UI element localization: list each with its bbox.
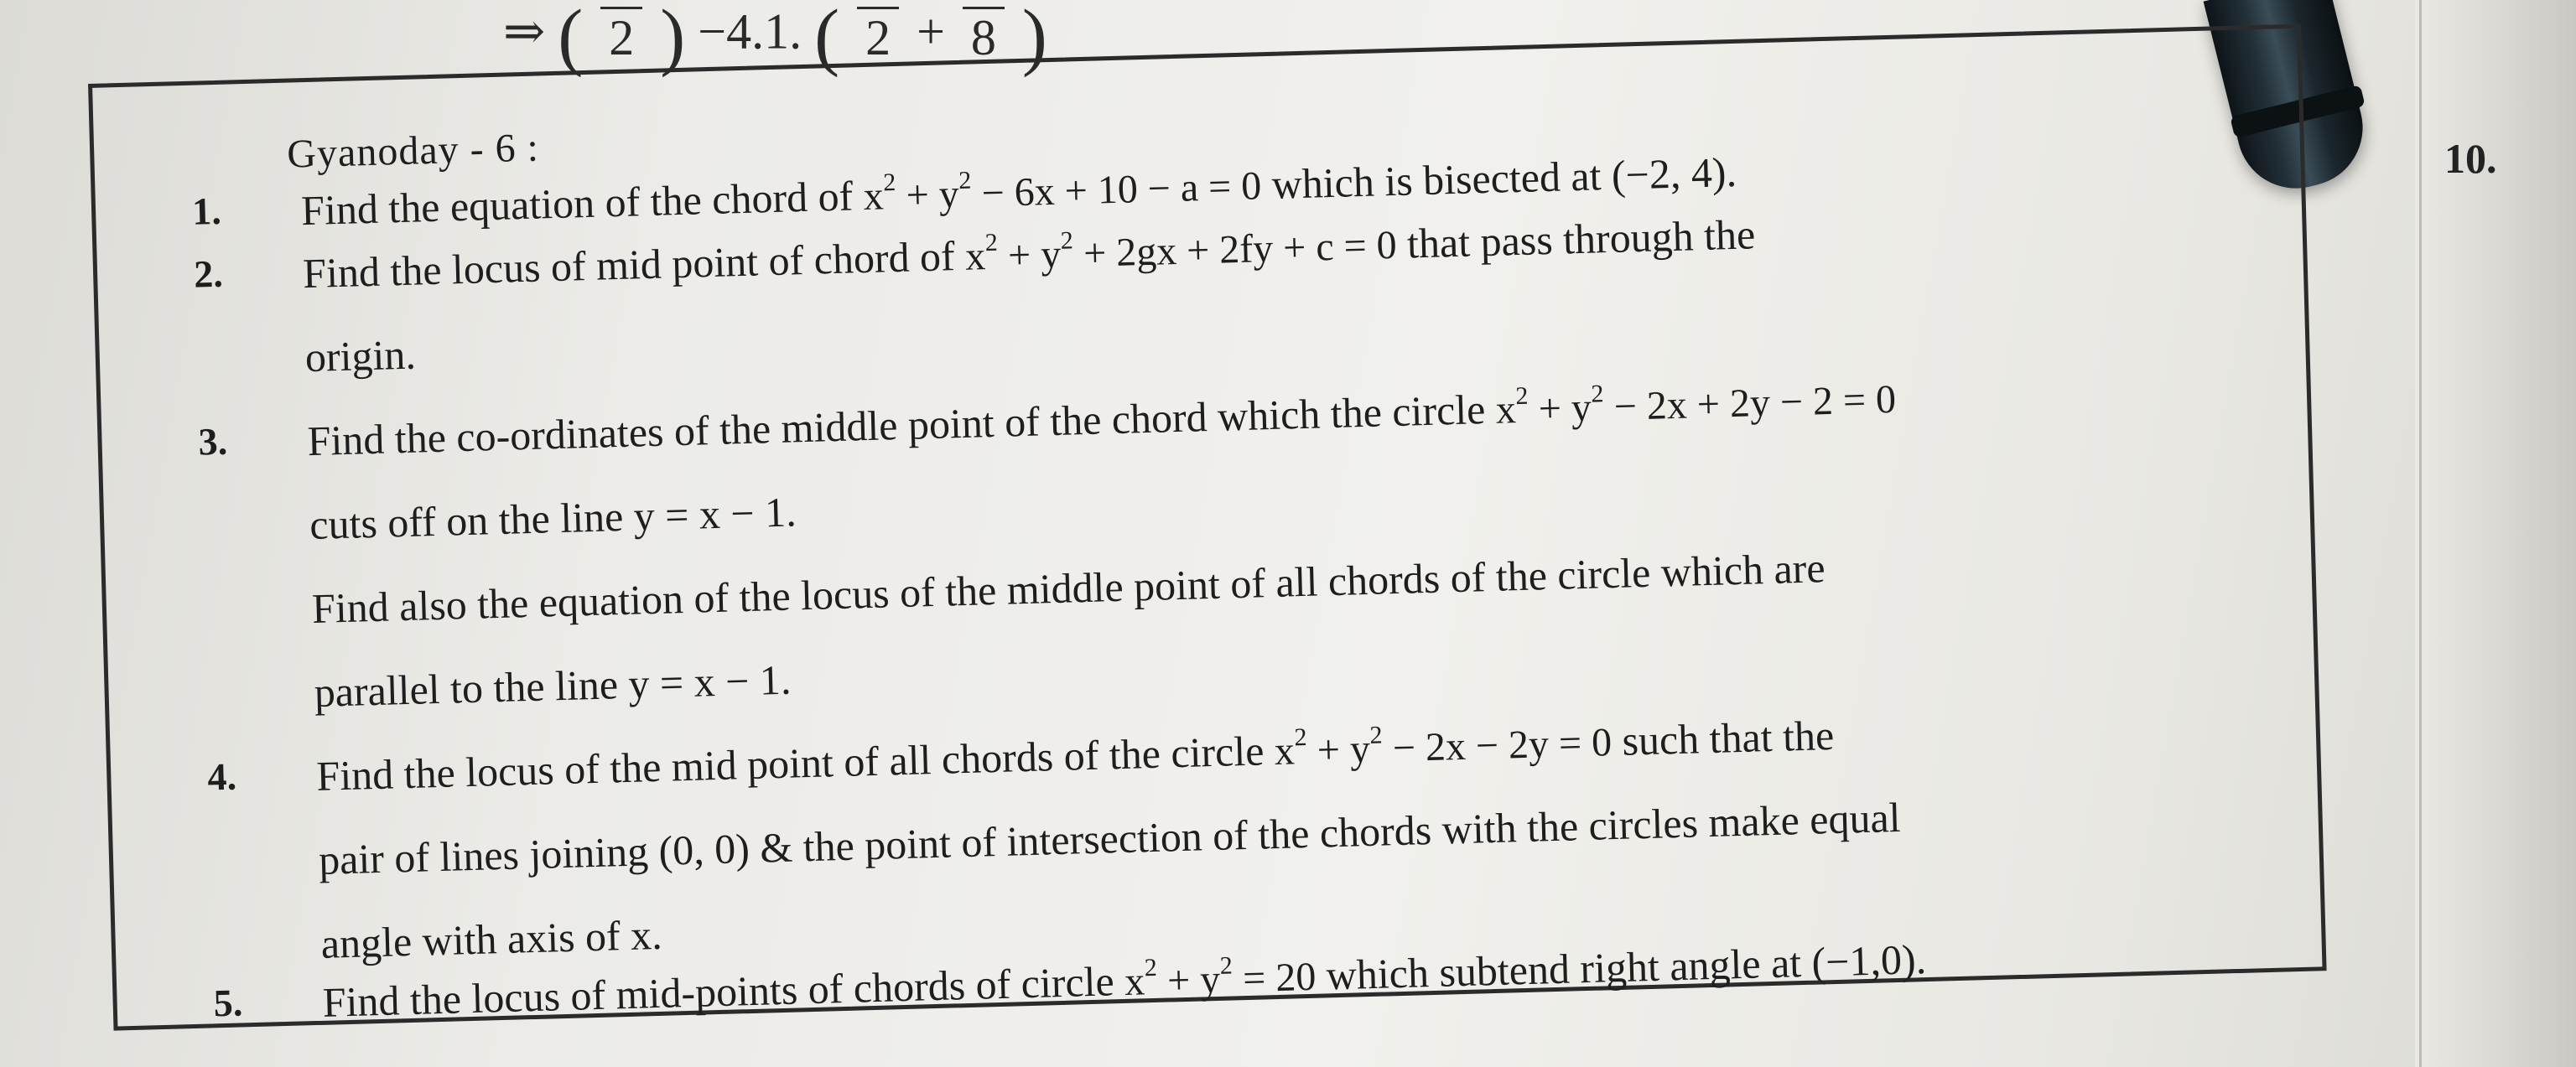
problem-number: 1. (191, 189, 222, 233)
eq-term: − 6x + 10 − a = 0 (970, 163, 1262, 216)
side-question-number: 10. (2444, 135, 2497, 182)
equation-middle: −4.1. (698, 3, 802, 60)
problem-text-end: such that the (1611, 711, 1835, 765)
problem-text-continued: cuts off on the line y = x − 1. (309, 488, 797, 549)
eq-term: + y (997, 231, 1062, 278)
implies-arrow: ⇒ (503, 3, 546, 60)
exponent: 2 (1590, 380, 1604, 408)
circle-equation (863, 163, 1262, 219)
plus-sign: + (917, 3, 945, 60)
circle-equation (1124, 951, 1317, 1004)
problem-text-continued: angle with axis of x. (320, 910, 663, 967)
problem-text-start: Find the locus of mid-points of chords of circle (321, 956, 1125, 1026)
fraction-denominator: 2 (600, 7, 642, 67)
fraction-denominator: 2 (857, 7, 899, 67)
problem-text-start: Find the locus of the mid point of all chords of the circle (315, 727, 1275, 800)
paren: ( (558, 0, 584, 78)
fraction-denominator: 8 (963, 7, 1005, 67)
eq-term: − 2x + 2y − 2 = 0 (1603, 376, 1897, 430)
problem-text-continued: Find also the equation of the locus of the middle point of all chords of the circle which are (311, 544, 1826, 632)
fraction (600, 7, 642, 67)
exponent: 2 (1219, 951, 1233, 980)
problem-number: 2. (193, 251, 224, 296)
problem-text-start: Find the locus of mid point of chord of (302, 231, 966, 298)
problem-number: 3. (197, 419, 228, 464)
problem-text-start: Find the co-ordinates of the middle point of the chord which the circle (306, 385, 1497, 465)
page-divider (2419, 0, 2422, 1067)
eq-term: + y (895, 171, 960, 218)
exponent: 2 (882, 168, 896, 197)
exponent: 2 (1144, 953, 1158, 982)
problem-text-continued: pair of lines joining (0, 0) & the point of intersection of the chords with the circles make equal (318, 793, 1902, 883)
problem-text-end: which is bisected at (−2, 4). (1260, 148, 1737, 209)
problem-text (307, 375, 1897, 466)
eq-term: x (1495, 387, 1517, 432)
problem-text-continued: origin. (304, 330, 417, 381)
problem-text-start: Find the equation of the chord of (300, 172, 865, 235)
eq-term: = 20 (1232, 954, 1317, 1002)
fraction (857, 7, 899, 67)
eq-term: + y (1156, 956, 1221, 1003)
exponent: 2 (1514, 381, 1529, 411)
circle-equation (964, 223, 1397, 279)
problem-text-end: that pass through the (1395, 210, 1756, 267)
eq-term: x (1124, 959, 1145, 1004)
eq-term: x (862, 174, 885, 220)
circle-equation (1274, 720, 1613, 774)
problem-box (88, 24, 2327, 1031)
paren: ( (814, 0, 840, 78)
eq-term: x (1274, 728, 1296, 774)
eq-term: + y (1306, 726, 1371, 773)
eq-term: x (964, 234, 986, 279)
paren: ) (1021, 0, 1047, 78)
problem-text (316, 712, 1835, 800)
exponent: 2 (1293, 723, 1307, 752)
eq-term: + 2gx + 2fy + c = 0 (1072, 222, 1398, 277)
exponent: 2 (1060, 226, 1074, 255)
problem-3 (101, 364, 2281, 465)
circle-equation (1495, 377, 1897, 432)
fraction (963, 7, 1005, 67)
eq-term: − 2x − 2y = 0 (1382, 720, 1613, 771)
problem-text-continued: parallel to the line y = x − 1. (313, 655, 792, 716)
paren: ) (660, 0, 686, 78)
section-heading: Gyanoday - 6 : (286, 125, 540, 177)
problem-number: 5. (213, 981, 243, 1025)
exponent: 2 (958, 166, 972, 194)
exponent: 2 (1369, 721, 1383, 749)
problem-number: 4. (206, 754, 237, 799)
eq-term: + y (1528, 385, 1592, 432)
problem-text-end: which subtend right angle at (−1,0). (1315, 935, 1927, 999)
exponent: 2 (984, 228, 999, 257)
